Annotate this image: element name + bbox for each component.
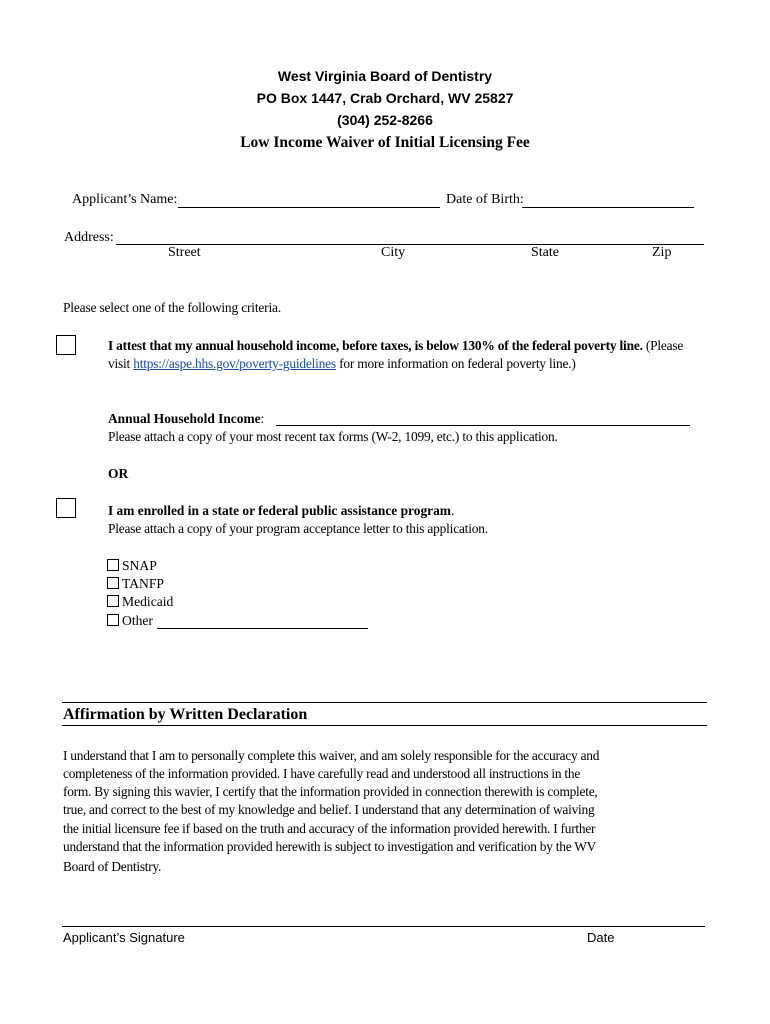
tanfp-label: TANFP	[122, 576, 164, 591]
snap-label: SNAP	[122, 558, 157, 573]
option1-note-suffix: for more information on federal poverty line.)	[335, 356, 576, 372]
or-separator: OR	[108, 466, 129, 481]
affirmation-line: form. By signing this wavier, I certify that the information provided in connection therewith is complete,	[63, 784, 598, 799]
org-phone: (304) 252-8266	[337, 112, 433, 128]
income-checkbox[interactable]	[56, 335, 76, 355]
city-label: City	[381, 245, 406, 260]
org-name: West Virginia Board of Dentistry	[277, 68, 493, 84]
affirmation-bottom-rule	[62, 725, 707, 726]
criteria-intro: Please select one of the following criteria.	[63, 300, 281, 315]
option1-text	[108, 337, 708, 373]
dob-label: Date of Birth:	[446, 192, 524, 207]
assistance-checkbox[interactable]	[56, 498, 76, 518]
other-checkbox[interactable]	[107, 614, 119, 626]
applicant-name-label: Applicant’s Name:	[72, 192, 178, 207]
program-medicaid[interactable]	[107, 594, 173, 610]
affirmation-line: Board of Dentistry.	[63, 859, 162, 874]
income-label-row	[108, 411, 264, 427]
other-label: Other	[122, 613, 153, 628]
option2-period: .	[450, 503, 455, 518]
annual-income-field[interactable]	[276, 425, 690, 426]
option1-bold: I attest that my annual household income, before taxes, is below 130% of the federal poverty line.	[108, 338, 643, 353]
zip-label: Zip	[652, 245, 672, 260]
form-title: Low Income Waiver of Initial Licensing Fee	[240, 134, 530, 151]
affirmation-top-rule	[62, 702, 707, 703]
tanfp-checkbox[interactable]	[107, 577, 119, 589]
option2-bold: I am enrolled in a state or federal public assistance program	[108, 503, 451, 518]
applicant-name-field[interactable]	[178, 207, 440, 208]
program-snap[interactable]	[107, 558, 157, 574]
affirmation-line: true, and correct to the best of my knowledge and belief. I understand that any determination of waiving	[63, 802, 595, 817]
other-program-field[interactable]	[157, 628, 368, 629]
signature-label: Applicant’s Signature	[63, 930, 185, 945]
income-colon: :	[260, 411, 265, 426]
address-field[interactable]	[116, 244, 704, 245]
affirmation-title: Affirmation by Written Declaration	[63, 706, 308, 723]
org-address: PO Box 1447, Crab Orchard, WV 25827	[256, 90, 514, 106]
affirmation-line: understand that the information provided herewith is subject to investigation and verification by the WV	[63, 839, 597, 854]
income-label: Annual Household Income	[108, 411, 261, 426]
affirmation-line: I understand that I am to personally complete this waiver, and am solely responsible for the accuracy and	[63, 748, 600, 763]
affirmation-line: completeness of the information provided. I have carefully read and understood all instructions in the	[63, 766, 581, 781]
option2-row	[108, 503, 454, 519]
program-other[interactable]	[107, 613, 153, 629]
medicaid-label: Medicaid	[122, 594, 174, 609]
medicaid-checkbox[interactable]	[107, 595, 119, 607]
state-label: State	[531, 245, 559, 260]
dob-field[interactable]	[522, 207, 694, 208]
date-label: Date	[587, 930, 615, 945]
street-label: Street	[168, 245, 201, 260]
signature-line[interactable]	[62, 926, 705, 927]
snap-checkbox[interactable]	[107, 559, 119, 571]
address-label: Address:	[64, 230, 114, 245]
acceptance-letter-note: Please attach a copy of your program acceptance letter to this application.	[108, 521, 488, 536]
poverty-guidelines-link[interactable]: https://aspe.hhs.gov/poverty-guidelines	[133, 356, 336, 372]
program-tanfp[interactable]	[107, 576, 164, 592]
tax-forms-note: Please attach a copy of your most recent tax forms (W-2, 1099, etc.) to this application.	[108, 429, 558, 444]
option1-note-prefix: (Please visit	[108, 338, 684, 372]
affirmation-line: the initial licensure fee if based on the truth and accuracy of the information provided herewith. I further	[63, 821, 596, 836]
